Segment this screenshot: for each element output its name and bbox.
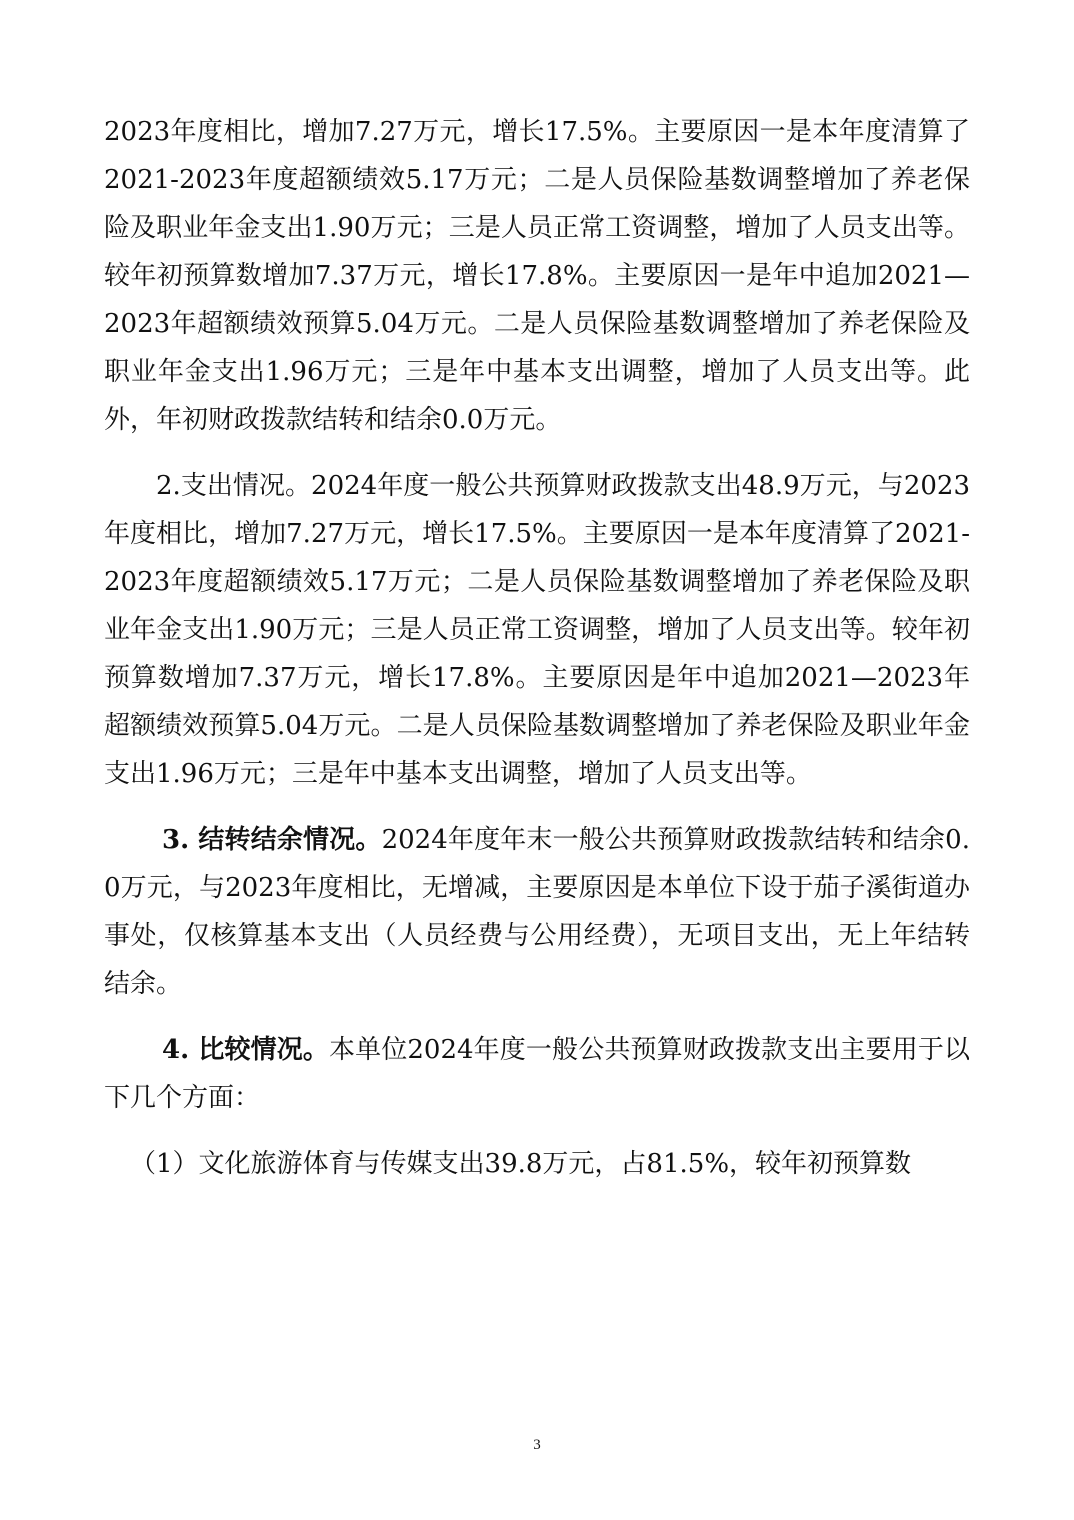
paragraph-list-item-1 [104, 1140, 970, 1188]
paragraph-expenditure [104, 462, 970, 798]
paragraph-carryover [104, 816, 970, 1008]
paragraph-text: 2.支出情况。2024年度一般公共预算财政拨款支出48.9万元，与2023年度相比，增加7.27万元，增长17.5%。主要原因一是本年度清算了2021-2023年度超额绩效5.17万元；二是人员保险基数调整增加了养老保险及职业年金支出1.90万元；三是人员正常工资调整，增加了人员支出等。较年初预算数增加7.37万元，增长17.8%。主要原因是年中追加2021—2023年超额绩效预算5.04万元。二是人员保险基数调整增加了养老保险及职业年金支出1.96万元；三是年中基本支出调整，增加了人员支出等。 [104, 471, 970, 789]
section-heading: 4. 比较情况。 [162, 1035, 329, 1065]
paragraph-text: 2024年度年末一般公共预算财政拨款结转和结余0.0万元，与2023年度相比，无增减，主要原因是本单位下设于茄子溪街道办事处，仅核算基本支出（人员经费与公用经费），无项目支出，无上年结转结余。 [104, 825, 970, 999]
paragraph-text: （1）文化旅游体育与传媒支出39.8万元，占81.5%，较年初预算数 [130, 1149, 912, 1179]
paragraph-comparison [104, 1026, 970, 1122]
body-text [104, 108, 970, 1188]
section-heading: 3. 结转结余情况。 [162, 825, 382, 855]
page-number: 3 [533, 1437, 541, 1453]
paragraph-text: 本单位2024年度一般公共预算财政拨款支出主要用于以下几个方面： [104, 1035, 971, 1113]
paragraph-text: 2023年度相比，增加7.27万元，增长17.5%。主要原因一是本年度清算了2021-2023年度超额绩效5.17万元；二是人员保险基数调整增加了养老保险及职业年金支出1.90万元；三是人员正常工资调整，增加了人员支出等。较年初预算数增加7.37万元，增长17.8%。主要原因一是年中追加2021—2023年超额绩效预算5.04万元。二是人员保险基数调整增加了养老保险及职业年金支出1.96万元；三是年中基本支出调整，增加了人员支出等。此外，年初财政拨款结转和结余0.0万元。 [104, 117, 970, 435]
paragraph-revenue-continued [104, 108, 970, 444]
